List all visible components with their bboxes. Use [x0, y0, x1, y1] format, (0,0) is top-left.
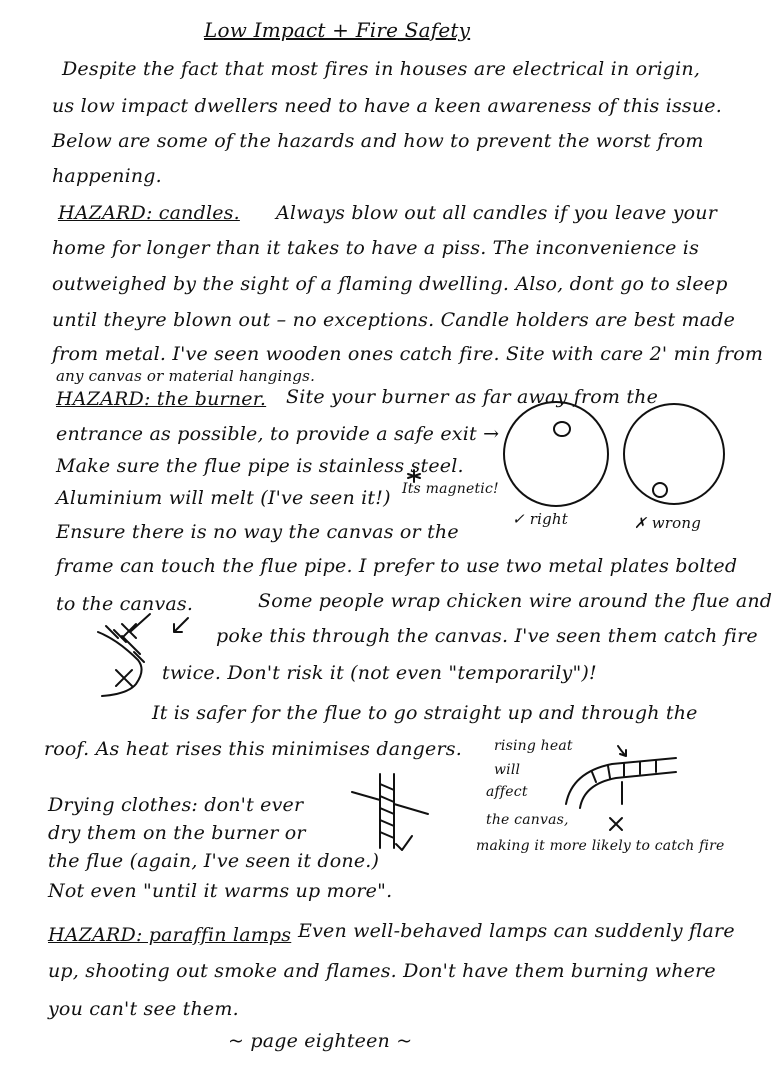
intro-line: Despite the fact that most fires in houses are electrical in origin,: [62, 58, 701, 80]
tick-icon: [396, 836, 412, 850]
burner-line: Make sure the flue pipe is stainless steel.: [56, 455, 464, 477]
paraffin-line: you can't see them.: [48, 998, 239, 1020]
cross-mark: [610, 818, 622, 830]
drying-line: Drying clothes: don't ever: [48, 794, 304, 816]
hazard-heading-paraffin: HAZARD: paraffin lamps: [48, 924, 292, 946]
burner-line: twice. Don't risk it (not even "temporarily")!: [162, 662, 597, 684]
drying-line: the flue (again, I've seen it done.): [48, 850, 380, 872]
page-title: Low Impact + Fire Safety: [204, 18, 471, 42]
flue-hole: [554, 422, 570, 436]
burner-line: Ensure there is no way the canvas or the: [56, 521, 459, 543]
heat-note-line: the canvas,: [486, 812, 569, 828]
chicken-wire-sketch: [88, 612, 198, 702]
candles-line: outweighed by the sight of a flaming dwelling. Also, dont go to sleep: [52, 273, 728, 295]
paraffin-line: up, shooting out smoke and flames. Don't have them burning where: [48, 960, 716, 982]
cross-mark: [122, 624, 136, 638]
flue-hole: [653, 483, 667, 497]
candles-line: any canvas or material hangings.: [56, 367, 316, 385]
hazard-heading-candles: HAZARD: candles.: [58, 202, 240, 224]
canvas-line: [130, 614, 150, 632]
burner-line: Some people wrap chicken wire around the flue and: [258, 590, 773, 612]
heat-note-line: affect: [486, 784, 528, 800]
burner-line: frame can touch the flue pipe. I prefer to use two metal plates bolted: [56, 555, 738, 577]
burner-line: to the canvas.: [56, 593, 194, 615]
right-label: ✓ right: [512, 510, 568, 528]
roof-circle: [504, 402, 608, 506]
pipe-bands: [592, 760, 656, 782]
burner-line: It is safer for the flue to go straight up and through the: [152, 702, 698, 724]
drying-line: Not even "until it warms up more".: [48, 880, 393, 902]
heat-note-line: rising heat: [494, 738, 573, 754]
candles-line: home for longer than it takes to have a piss. The inconvenience is: [52, 237, 700, 259]
flue-pipe: [98, 632, 142, 696]
angled-flue-sketch: [562, 742, 742, 832]
arrow-icon: [174, 618, 188, 632]
candles-line: until theyre blown out – no exceptions. Candle holders are best made: [52, 309, 736, 331]
intro-line: Below are some of the hazards and how to prevent the worst from: [52, 130, 704, 152]
page-footer: ~ page eighteen ~: [228, 1030, 413, 1052]
magnetic-note: Its magnetic!: [402, 481, 499, 497]
roof-line: [352, 792, 428, 814]
wrong-label: ✗ wrong: [634, 514, 702, 532]
candles-line: Always blow out all candles if you leave your: [276, 202, 717, 224]
burner-line: entrance as possible, to provide a safe exit →: [56, 423, 500, 445]
asterisk-icon: [404, 468, 424, 484]
burner-line: roof. As heat rises this minimises dangers.: [44, 738, 462, 760]
flue-right-sketch: [500, 402, 620, 512]
roof-circle: [624, 404, 724, 504]
heat-note-line: will: [494, 762, 521, 778]
arrow-icon: [618, 746, 626, 756]
burner-line: poke this through the canvas. I've seen them catch fire: [216, 625, 758, 647]
candles-line: from metal. I've seen wooden ones catch fire. Site with care 2' min from: [52, 343, 764, 365]
heat-note-line: making it more likely to catch fire: [476, 838, 725, 854]
intro-line: us low impact dwellers need to have a keen awareness of this issue.: [52, 95, 722, 117]
intro-line: happening.: [52, 165, 162, 187]
straight-flue-sketch: [348, 770, 458, 860]
burner-line: Site your burner as far away from the: [286, 386, 659, 408]
pipe-bands: [380, 784, 394, 838]
cross-mark: [116, 670, 132, 686]
wire-wrap: [106, 626, 144, 662]
hazard-heading-burner: HAZARD: the burner.: [56, 388, 267, 410]
flue-wrong-sketch: [636, 402, 756, 512]
burner-line: Aluminium will melt (I've seen it!): [56, 487, 391, 509]
drying-line: dry them on the burner or: [48, 822, 306, 844]
paraffin-line: Even well-behaved lamps can suddenly flare: [298, 920, 735, 942]
